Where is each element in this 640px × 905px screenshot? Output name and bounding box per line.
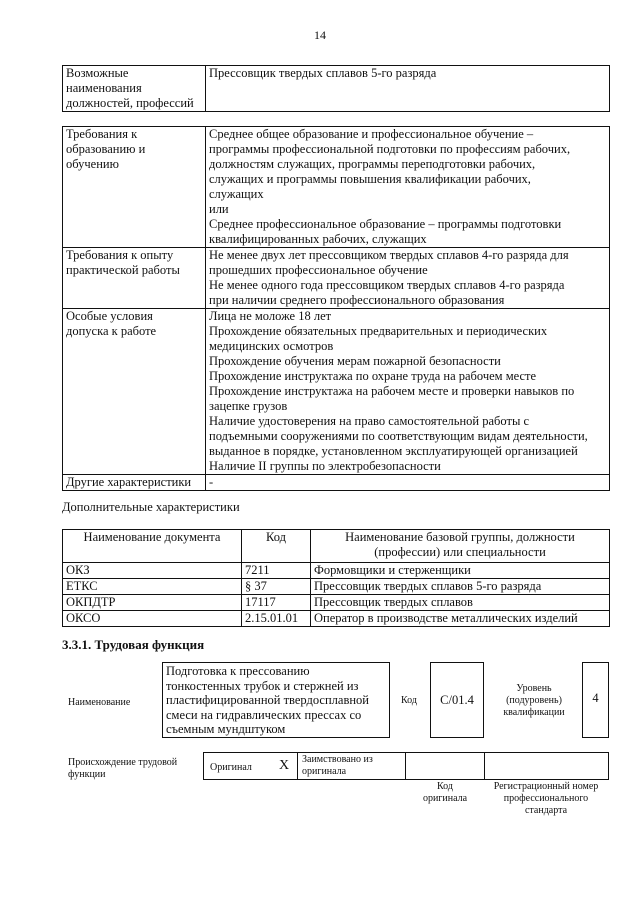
- caption-line: стандарта: [524, 805, 568, 816]
- requirement-value: [206, 248, 610, 309]
- doc-cell: ОКПДТР: [63, 595, 242, 611]
- label-line: Другие характеристики: [66, 475, 192, 489]
- label-line: наименования: [66, 81, 142, 95]
- name-cell: Формовщики и стерженщики: [311, 563, 610, 579]
- caption-line: Код: [437, 781, 453, 792]
- requirement-label: [63, 309, 206, 475]
- requirement-value: [206, 309, 610, 475]
- divider: [405, 753, 406, 779]
- requirement-row-other: [63, 475, 610, 491]
- value-line: выданное в порядке, установленном эксплуатирующей организацией: [209, 444, 578, 458]
- requirement-label: [63, 127, 206, 248]
- function-name-line: съемным мундштуком: [166, 722, 286, 736]
- requirements-table: [62, 126, 610, 491]
- value-line: Среднее профессиональное образование – программы подготовки: [209, 217, 562, 231]
- additional-heading: Дополнительные характеристики: [62, 500, 240, 514]
- origin-label-line: Происхождение трудовой: [68, 757, 178, 768]
- requirement-label: [63, 475, 206, 491]
- professions-row: [63, 66, 610, 112]
- value-line: служащих: [209, 187, 264, 201]
- caption-line: оригинала: [422, 793, 468, 804]
- original-mark: X: [279, 758, 290, 773]
- header-doc: Наименование документа: [63, 530, 242, 563]
- label-line: Возможные: [66, 66, 129, 80]
- code-label: Код: [401, 695, 417, 706]
- professions-table: [62, 65, 610, 112]
- value-line: зацепке грузов: [209, 399, 288, 413]
- borrowed-label: [302, 754, 373, 778]
- borrowed-label-line: Заимствовано из: [302, 754, 373, 765]
- value-line: квалифицированных рабочих, служащих: [209, 232, 427, 246]
- name-cell: Оператор в производстве металлических изделий: [311, 611, 610, 627]
- value-line: Не менее двух лет прессовщиком твердых сплавов 4-го разряда для: [209, 248, 569, 262]
- header-line: Наименование базовой группы, должности: [345, 530, 575, 544]
- doc-cell: ОКЗ: [63, 563, 242, 579]
- value-line: должностям служащих, программы переподготовки рабочих,: [209, 157, 536, 171]
- value-line: Среднее общее образование и профессиональное обучение –: [209, 127, 534, 141]
- table-row: [63, 611, 610, 627]
- value-line: Прохождение обязательных предварительных и периодических: [209, 324, 548, 338]
- table-row: [63, 579, 610, 595]
- doc-cell: ЕТКС: [63, 579, 242, 595]
- header-line: (профессии) или специальности: [374, 545, 546, 559]
- function-name-line: тонкостенных трубок и стержней из: [166, 678, 359, 693]
- label-line: Особые условия: [66, 309, 153, 323]
- code-cell: 2.15.01.01: [242, 611, 311, 627]
- function-name-line: Подготовка к прессованию: [166, 664, 310, 678]
- label-line: Требования к: [66, 127, 138, 141]
- value-line: Наличие удостоверения на право самостоятельной работы с: [209, 414, 530, 428]
- value-line: медицинских осмотров: [209, 339, 334, 353]
- divider: [297, 753, 298, 779]
- name-label: Наименование: [68, 697, 131, 708]
- requirement-value: [206, 127, 610, 248]
- value-line: Лица не моложе 18 лет: [209, 309, 332, 323]
- requirement-value: [206, 475, 610, 491]
- value-line: Прохождение инструктажа на рабочем месте и проверки навыков по: [209, 384, 575, 398]
- label-line: должностей, профессий: [66, 96, 194, 110]
- header-code: Код: [242, 530, 311, 563]
- table-row: [63, 595, 610, 611]
- level-label: [490, 683, 578, 719]
- professions-label: [63, 66, 206, 112]
- requirement-row-experience: [63, 248, 610, 309]
- value-line: подъемными сооружениями по соответствующим видам деятельности,: [209, 429, 588, 443]
- code-cell: 17117: [242, 595, 311, 611]
- level-value: 4: [592, 691, 599, 705]
- value-line: или: [209, 202, 229, 216]
- value-line: прошедших профессиональное обучение: [209, 263, 428, 277]
- caption-line: профессионального: [503, 793, 589, 804]
- value-line: -: [209, 475, 214, 489]
- caption-line: Регистрационный номер: [493, 781, 599, 792]
- level-label-line: (подуровень): [506, 695, 562, 706]
- label-line: обучению: [66, 157, 119, 171]
- origin-label-line: функции: [68, 769, 106, 780]
- origin-box: [203, 752, 609, 780]
- reg-number-caption: [484, 781, 608, 817]
- doc-cell: ОКСО: [63, 611, 242, 627]
- requirement-label: [63, 248, 206, 309]
- additional-header-row: [63, 530, 610, 563]
- value-line: служащих и программы повышения квалификации рабочих,: [209, 172, 531, 186]
- code-original-caption: [404, 781, 486, 805]
- code-cell: § 37: [242, 579, 311, 595]
- original-label: Оригинал: [210, 762, 252, 773]
- professions-value: Прессовщик твердых сплавов 5-го разряда: [206, 66, 610, 112]
- table-row: [63, 563, 610, 579]
- function-name-line: пластифицированной твердосплавной: [166, 693, 369, 707]
- value-line: Прохождение обучения мерам пожарной безопасности: [209, 354, 501, 368]
- page-number: 14: [314, 28, 326, 42]
- function-name-box: [162, 662, 390, 738]
- level-label-line: Уровень: [516, 683, 552, 694]
- divider: [484, 753, 485, 779]
- borrowed-label-line: оригинала: [302, 766, 347, 777]
- code-value: C/01.4: [440, 693, 474, 707]
- additional-table: [62, 529, 610, 627]
- level-value-box: [582, 662, 609, 738]
- level-label-line: квалификации: [503, 707, 565, 718]
- label-line: образованию и: [66, 142, 146, 156]
- requirement-row-education: [63, 127, 610, 248]
- origin-label: [68, 757, 177, 781]
- label-line: практической работы: [66, 263, 180, 277]
- value-line: Наличие II группы по электробезопасности: [209, 459, 441, 473]
- code-value-box: [430, 662, 484, 738]
- name-cell: Прессовщик твердых сплавов 5-го разряда: [311, 579, 610, 595]
- label-line: допуска к работе: [66, 324, 157, 338]
- code-cell: 7211: [242, 563, 311, 579]
- value-line: при наличии среднего профессионального образования: [209, 293, 505, 307]
- requirement-row-special-conditions: [63, 309, 610, 475]
- labor-function-heading: 3.3.1. Трудовая функция: [62, 637, 205, 652]
- label-line: Требования к опыту: [66, 248, 174, 262]
- value-line: Не менее одного года прессовщиком твердых сплавов 4-го разряда: [209, 278, 565, 292]
- header-name: [311, 530, 610, 563]
- value-line: программы профессиональной подготовки по профессиям рабочих,: [209, 142, 571, 156]
- function-name-line: смеси на гидравлических прессах со: [166, 707, 362, 722]
- name-cell: Прессовщик твердых сплавов: [311, 595, 610, 611]
- value-line: Прохождение инструктажа по охране труда на рабочем месте: [209, 369, 537, 383]
